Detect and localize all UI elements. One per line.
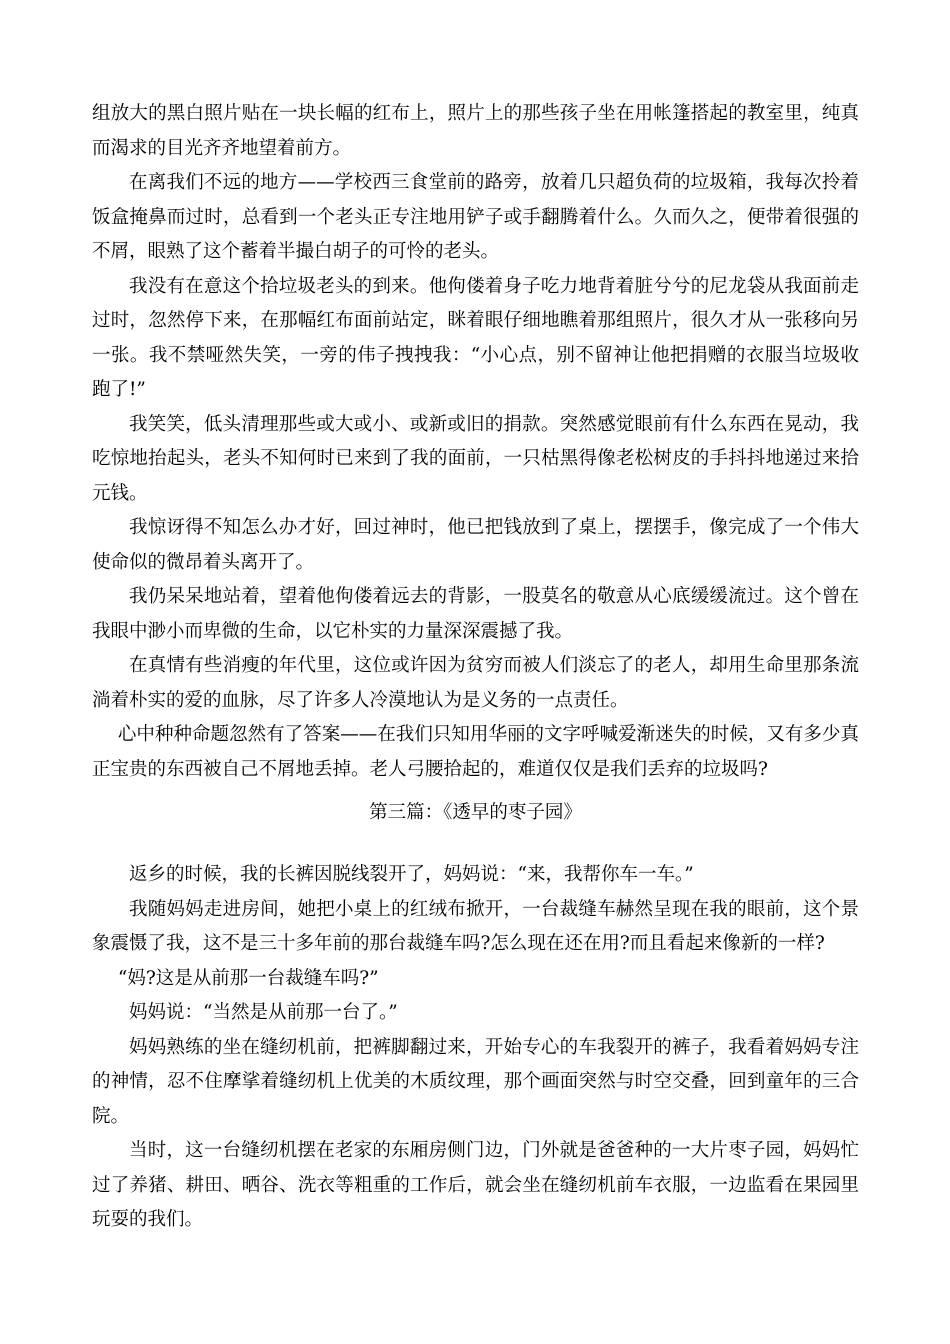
paragraph: 心中种种命题忽然有了答案——在我们只知用华丽的文字呼喊爱渐迷失的时候，又有多少真正宝贵的东西被自己不屑地丢掉。老人弓腰拾起的，难道仅仅是我们丢弃的垃圾吗? [92, 724, 859, 780]
paragraph: “妈?这是从前那一台裁缝车吗?” [117, 967, 379, 989]
paragraph: 我笑笑，低头清理那些或大或小、或新或旧的捐款。突然感觉眼前有什么东西在晃动，我吃惊地抬起头，老头不知何时已来到了我的面前，一只枯黑得像老松树皮的手抖抖地递过来拾元钱。 [92, 413, 859, 504]
essay-section-previous [92, 97, 859, 787]
paragraph: 在真情有些消瘦的年代里，这位或许因为贫穷而被人们淡忘了的老人，却用生命里那条流淌着朴实的爱的血脉，尽了许多人冷漠地认为是义务的一点责任。 [92, 655, 859, 711]
paragraph: 当时，这一台缝纫机摆在老家的东厢房侧门边，门外就是爸爸种的一大片枣子园，妈妈忙过了养猪、耕田、晒谷、洗衣等粗重的工作后，就会坐在缝纫机前车衣服，一边监看在果园里玩耍的我们。 [92, 1140, 859, 1230]
paragraph: 在离我们不远的地方——学校西三食堂前的路旁，放着几只超负荷的垃圾箱，我每次拎着饭盒掩鼻而过时，总看到一个老头正专注地用铲子或手翻腾着什么。久而久之，便带着很强的不屑，眼熟了这个蓄着半撮白胡子的可怜的老头。 [92, 172, 859, 262]
paragraph: 妈妈熟练的坐在缝纫机前，把裤脚翻过来，开始专心的车我裂开的裤子，我看着妈妈专注的神情，忍不住摩挲着缝纫机上优美的木质纹理，那个画面突然与时空交叠，回到童年的三合院。 [92, 1036, 859, 1127]
section-title: 第三篇：《透早的枣子园》 [369, 802, 582, 823]
paragraph: 组放大的黑白照片贴在一块长幅的红布上，照片上的那些孩子坐在用帐篷搭起的教室里，纯真而渴求的目光齐齐地望着前方。 [92, 103, 859, 159]
paragraph: 返乡的时候，我的长裤因脱线裂开了，妈妈说：“来，我帮你车一车。” [129, 864, 694, 885]
paragraph: 我没有在意这个拾垃圾老头的到来。他佝偻着身子吃力地背着脏兮兮的尼龙袋从我面前走过时，忽然停下来，在那幅红布面前站定，眯着眼仔细地瞧着那组照片，很久才从一张移向另一张。我不禁哑然失笑，一旁的伟子拽拽我：“小心点，别不留神让他把捐赠的衣服当垃圾收跑了!” [92, 275, 859, 400]
paragraph: 我惊讶得不知怎么办才好，回过神时，他已把钱放到了桌上，摆摆手，像完成了一个伟大使命似的微昂着头离开了。 [92, 517, 859, 573]
paragraph: 妈妈说：“当然是从前那一台了。” [129, 1002, 398, 1023]
paragraph: 我仍呆呆地站着，望着他佝偻着远去的背影，一股莫名的敬意从心底缓缓流过。这个曾在我眼中渺小而卑微的生命，以它朴实的力量深深震撼了我。 [92, 586, 859, 642]
paragraph: 我随妈妈走进房间，她把小桌上的红绒布掀开，一台裁缝车赫然呈现在我的眼前，这个景象震慑了我，这不是三十多年前的那台裁缝车吗?怎么现在还在用?而且看起来像新的一样? [92, 898, 859, 954]
essay-section-third [92, 858, 859, 1238]
